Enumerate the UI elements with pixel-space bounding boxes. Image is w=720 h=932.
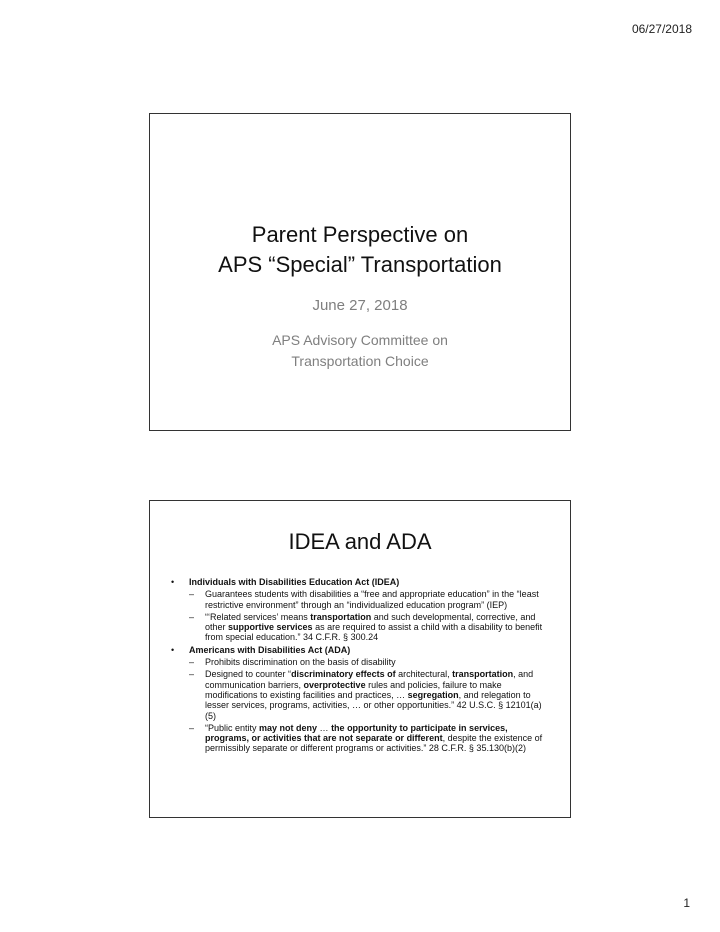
bullet-heading: Individuals with Disabilities Education Act (IDEA)	[189, 577, 400, 587]
dash-icon: –	[189, 657, 195, 668]
header-date: 06/27/2018	[631, 22, 692, 36]
dash-icon: –	[189, 669, 195, 680]
committee-line-1: APS Advisory Committee on	[272, 332, 448, 348]
dash-icon: –	[189, 722, 195, 733]
slide-title	[149, 113, 571, 431]
title-line-2: APS “Special” Transportation	[218, 252, 502, 277]
sub-bullet-text: “‘Related services’ means transportation and such developmental, corrective, and other supportive services as are required to assist a child with a disability to benefit from special education.” 34 C.F.R. § 300.24	[205, 611, 543, 643]
bullet-dot-icon: •	[171, 644, 175, 655]
sub-bullet-text: Designed to counter “discriminatory effects of architectural, transportation, and communication barriers, overprotective rules and policies, failure to make modifications to existing facilities and practices, … segregation, and relegation to lesser services, programs, activities, … or other opportunities.” 42 U.S.C. § 12101(a)(5)	[205, 669, 542, 721]
bullet-heading: Americans with Disabilities Act (ADA)	[189, 644, 351, 655]
title-line-1: Parent Perspective on	[251, 222, 469, 247]
bullet-idea	[171, 577, 552, 587]
page-number: 1	[683, 896, 690, 910]
dash-icon: –	[189, 589, 195, 600]
sub-bullet	[189, 589, 552, 610]
dash-icon: –	[189, 611, 195, 622]
committee-line-2: Transportation Choice	[291, 353, 429, 369]
sub-bullet-text: Guarantees students with disabilities a “free and appropriate education” in the “least restrictive environment” through an “individualized education program” (IEP)	[205, 589, 539, 610]
sub-bullet-text: Prohibits discrimination on the basis of disability	[205, 657, 396, 668]
sub-bullet	[189, 669, 552, 720]
sub-bullet-text: “Public entity may not deny … the opportunity to participate in services, programs, or activities that are not separate or different, despite the existence of permissibly separate or different programs or activities.” 28 C.F.R. § 35.130(b)(2)	[205, 722, 543, 754]
sub-bullet	[189, 657, 552, 667]
sub-bullet	[189, 612, 552, 643]
bullet-list	[171, 575, 552, 754]
slide-idea-ada	[149, 500, 571, 818]
slide-date: June 27, 2018	[312, 297, 408, 314]
slide-heading: IDEA and ADA	[288, 529, 432, 554]
slide-title-heading	[150, 220, 570, 280]
committee-name	[150, 330, 570, 372]
bullet-ada	[171, 645, 552, 655]
sub-bullet	[189, 723, 552, 754]
bullet-dot-icon: •	[171, 577, 175, 587]
